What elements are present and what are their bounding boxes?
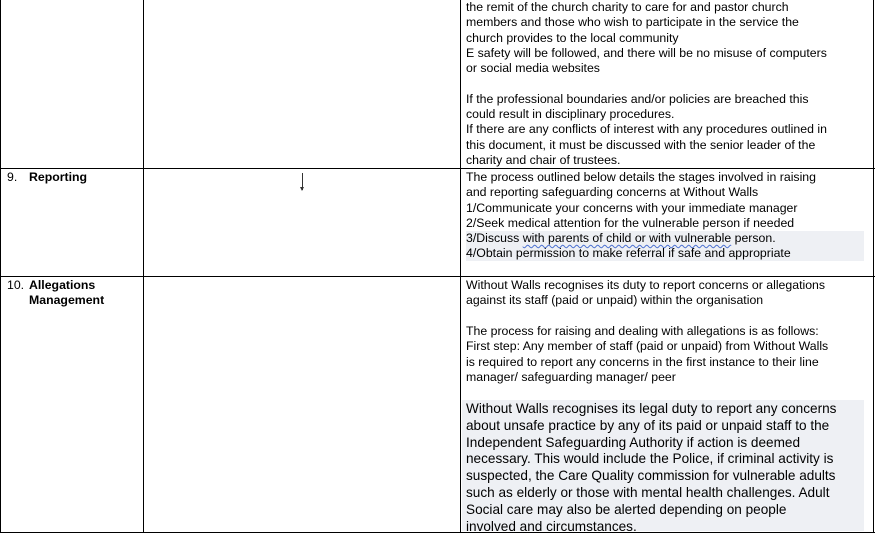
text-line: charity and chair of trustees.	[466, 152, 621, 167]
text-line: members and those who wish to participate in the service the	[466, 15, 799, 30]
row-label-reporting	[7, 170, 88, 185]
text-line: such as elderly or those with mental health challenges. Adult	[466, 484, 830, 500]
row-title: Management	[29, 293, 105, 307]
text-line: The process outlined below details the stages involved in raising	[466, 170, 816, 184]
text-line: or social media websites	[466, 61, 600, 76]
text-cursor-icon	[302, 173, 303, 190]
text-line: The process for raising and dealing with allegations is as follows:	[466, 324, 819, 338]
spellcheck-underlined-text: with parents of child or with vulnerable	[522, 231, 732, 246]
text-line: is required to report any concerns in the first instance to their line	[466, 354, 819, 369]
row-label-allegations-line2	[29, 293, 104, 308]
text-fragment: 3/Discuss	[466, 231, 523, 246]
text-line: First step: Any member of staff (paid or unpaid) from Without Walls	[466, 339, 829, 354]
text-line: Independent Safeguarding Authority if action is deemed	[466, 434, 801, 450]
text-line	[466, 231, 816, 246]
row-title: Allegations	[29, 278, 96, 292]
text-line: 4/Obtain permission to make referral if safe and appropriate	[466, 246, 791, 261]
text-line: If the professional boundaries and/or policies are breached this	[466, 91, 809, 106]
reporting-text	[466, 170, 816, 262]
top-row-text	[466, 0, 827, 168]
text-line: the remit of the church charity to care for and pastor church	[466, 0, 789, 14]
text-line	[466, 76, 827, 91]
text-line: and reporting safeguarding concerns at Without Walls	[466, 185, 759, 200]
text-line: about unsafe practice by any of its paid or unpaid staff to the	[466, 417, 830, 433]
text-line: necessary. This would include the Police, if criminal activity is	[466, 451, 834, 467]
text-line: Without Walls recognises its legal duty to report any concerns	[466, 401, 837, 416]
row-number: 9.	[7, 170, 18, 184]
text-line: against its staff (paid or unpaid) within the organisation	[466, 293, 764, 308]
table-border-right	[873, 0, 874, 533]
row-number: 10.	[7, 278, 25, 292]
table-border-col1	[143, 0, 144, 533]
row-divider-2	[0, 276, 875, 277]
row-title: Reporting	[29, 170, 88, 184]
text-line: church provides to the local community	[466, 30, 679, 45]
table-border-col2	[460, 0, 461, 533]
row-label-allegations	[7, 278, 96, 293]
text-line: E safety will be followed, and there will be no misuse of computers	[466, 45, 827, 60]
table-border-left	[0, 0, 1, 533]
text-line: If there are any conflicts of interest with any procedures outlined in	[466, 122, 827, 137]
text-line: Without Walls recognises its duty to report concerns or allegations	[466, 278, 826, 292]
text-line: involved and circumstances.	[466, 518, 637, 534]
text-line: this document, it must be discussed with the senior leader of the	[466, 137, 816, 152]
text-line: 2/Seek medical attention for the vulnerable person if needed	[466, 215, 795, 230]
text-line: 1/Communicate your concerns with your immediate manager	[466, 200, 798, 215]
text-line: could result in disciplinary procedures.	[466, 107, 675, 122]
text-line: Social care may also be alerted depending on people	[466, 501, 787, 517]
allegations-para-1	[466, 278, 825, 309]
text-line: suspected, the Care Quality commission for vulnerable adults	[466, 468, 836, 484]
allegations-para-3	[466, 401, 836, 535]
text-fragment: person.	[731, 231, 776, 246]
text-line: manager/ safeguarding manager/ peer	[466, 369, 676, 384]
allegations-para-2	[466, 324, 828, 385]
